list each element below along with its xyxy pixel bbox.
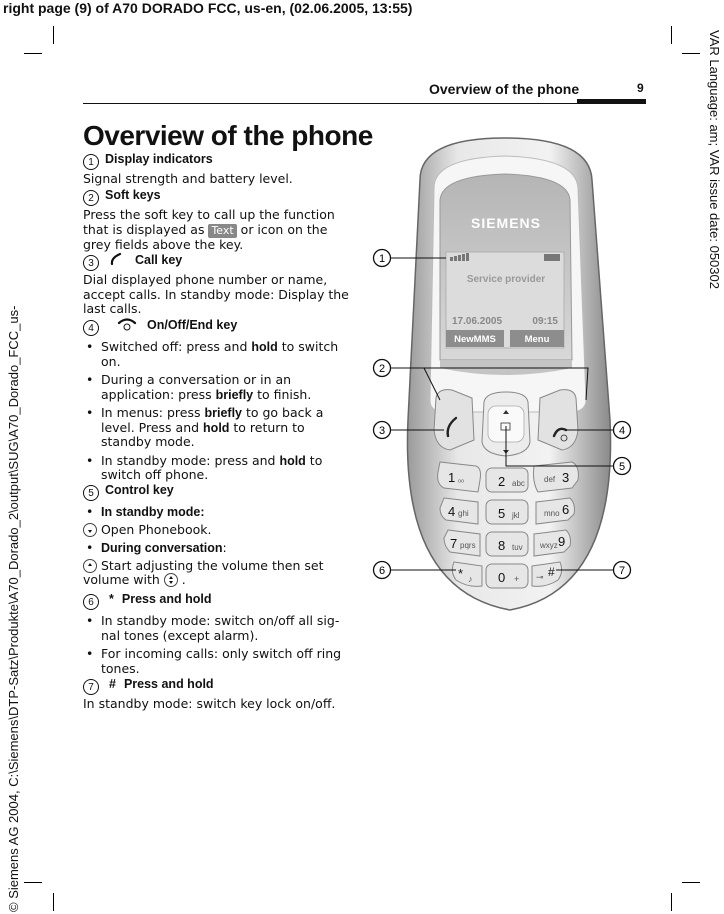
svg-text:6: 6	[378, 565, 386, 577]
section-call-key	[83, 252, 351, 317]
running-header: right page (9) of A70 DORADO FCC, us-en, (02.06.2005, 13:55)	[3, 0, 413, 16]
section-label: Press and hold	[123, 677, 214, 691]
svg-text:pqrs: pqrs	[460, 541, 476, 550]
svg-text:7: 7	[450, 536, 458, 551]
section-body: Signal strength and battery level.	[83, 171, 293, 186]
section-hash-key	[83, 677, 351, 712]
key-5	[486, 500, 528, 524]
svg-text:7: 7	[618, 565, 626, 577]
phone-provider: Service provider	[466, 274, 546, 285]
svg-text:+: +	[514, 574, 520, 584]
left-softkey-label: NewMMS	[454, 334, 496, 345]
list-item: • In standby mode: switch on/off all sig-nal tones (except alarm).	[83, 614, 351, 643]
svg-text:0: 0	[498, 570, 506, 585]
star-key-glyph: *	[109, 592, 114, 606]
section-label: Control key	[105, 483, 174, 497]
svg-text:4: 4	[618, 425, 626, 437]
end-key-icon	[117, 317, 137, 331]
svg-text:6: 6	[562, 502, 570, 517]
callout-number: 1	[83, 154, 99, 170]
header-rule-tab	[577, 99, 646, 103]
callout-7	[614, 562, 631, 579]
list-item: • During a conversation or in an application: press briefly to finish.	[83, 373, 351, 402]
key-0	[486, 564, 528, 588]
callout-1	[374, 250, 391, 267]
callout-number: 4	[83, 320, 99, 336]
list-item: • In standby mode: press and hold to switch off phone.	[83, 454, 351, 483]
svg-text:8: 8	[498, 538, 506, 553]
svg-text:def: def	[544, 475, 556, 484]
page-header-section: Overview of the phone	[429, 81, 580, 97]
right-softkey-label: Menu	[524, 334, 550, 345]
callout-number: 5	[83, 485, 99, 501]
section-body: Press the soft key to call up the function that is displayed as Text or icon on the grey fields above the key.	[83, 207, 335, 252]
list-item: • In standby mode:	[86, 504, 205, 519]
control-updown-icon	[164, 573, 178, 587]
list-item: • For incoming calls: only switch off ring tones.	[83, 647, 351, 676]
callout-5	[614, 458, 631, 475]
svg-text:jkl: jkl	[512, 511, 520, 520]
crop-mark	[53, 26, 54, 44]
page-title: Overview of the phone	[83, 120, 373, 151]
svg-text:1: 1	[448, 470, 456, 485]
section-display-indicators	[83, 152, 351, 187]
svg-text:⊸: ⊸	[536, 572, 544, 582]
svg-text:9: 9	[558, 534, 566, 549]
svg-text:tuv: tuv	[512, 543, 523, 552]
svg-text:mno: mno	[544, 509, 560, 518]
list-item: • Switched off: press and hold to switch on.	[83, 340, 351, 369]
svg-text:♪: ♪	[468, 574, 473, 584]
callout-2	[374, 360, 391, 377]
callout-number: 3	[83, 255, 99, 271]
section-body: In standby mode: switch key lock on/off.	[83, 696, 336, 711]
phone-time: 09:15	[532, 316, 558, 327]
svg-text:*: *	[458, 566, 464, 581]
svg-text:3: 3	[562, 470, 570, 485]
svg-text:2: 2	[498, 474, 506, 489]
right-side-info: VAR Language: am; VAR issue date: 050302	[707, 30, 722, 289]
list-item: • During conversation:	[86, 540, 227, 555]
list-item: • In menus: press briefly to go back a level. Press and hold to return to standby mode.	[83, 406, 351, 450]
section-label: On/Off/End key	[146, 318, 238, 332]
section-body: Open Phonebook.	[83, 523, 351, 538]
callout-number: 6	[83, 594, 99, 610]
svg-text:1: 1	[378, 253, 386, 265]
key-8	[486, 532, 528, 556]
hash-key-glyph: #	[109, 677, 116, 691]
section-body: Start adjusting the volume then set volume with .	[83, 557, 324, 587]
crop-mark	[682, 53, 700, 54]
left-side-path: © Siemens AG 2004, C:\Siemens\DTP-Satz\Produkte\A70_Dorado_2\output\SUG\A70_Dorado_FCC_us-	[6, 305, 21, 912]
battery-icon	[544, 254, 560, 261]
svg-text:#: #	[548, 565, 555, 579]
key-7	[444, 530, 480, 556]
phone-date: 17.06.2005	[452, 316, 503, 327]
section-label: Call key	[134, 253, 183, 267]
svg-text:ghi: ghi	[458, 509, 469, 518]
key-4	[440, 498, 478, 524]
section-label: Display indicators	[105, 152, 213, 166]
crop-mark	[24, 53, 42, 54]
svg-text:5: 5	[618, 461, 626, 473]
crop-mark	[671, 893, 672, 911]
page-number: 9	[637, 81, 644, 95]
phone-drawing	[360, 120, 650, 620]
callout-number: 2	[83, 190, 99, 206]
phone-brand: SIEMENS	[470, 215, 542, 231]
section-soft-keys	[83, 188, 351, 252]
key-1	[438, 462, 481, 492]
section-label: Soft keys	[105, 188, 161, 202]
call-key-icon	[109, 252, 125, 266]
control-up-icon	[83, 559, 97, 573]
header-rule	[83, 103, 646, 104]
crop-mark	[53, 893, 54, 911]
section-star-key	[83, 592, 351, 676]
key-2	[486, 468, 528, 492]
svg-text:wxyz: wxyz	[540, 541, 558, 550]
control-down-icon	[83, 523, 97, 537]
crop-mark	[682, 882, 700, 883]
svg-text:2: 2	[378, 363, 386, 375]
phone-illustration	[360, 120, 650, 620]
callout-3	[374, 422, 391, 439]
svg-text:5: 5	[498, 506, 506, 521]
section-control-key	[83, 483, 351, 588]
callout-6	[374, 562, 391, 579]
callout-number: 7	[83, 679, 99, 695]
svg-text:4: 4	[448, 504, 456, 519]
text-badge: Text	[208, 224, 236, 238]
crop-mark	[24, 882, 42, 883]
svg-text:abc: abc	[512, 479, 525, 488]
section-on-off-key	[83, 317, 351, 483]
callout-4	[614, 422, 631, 439]
crop-mark	[671, 26, 672, 44]
section-label: Press and hold	[121, 592, 212, 606]
svg-text:ₒₒ: ₒₒ	[458, 475, 465, 484]
svg-text:3: 3	[378, 425, 386, 437]
section-body: Dial displayed phone number or name, accept calls. In standby mode: Display the last calls.	[83, 272, 349, 316]
